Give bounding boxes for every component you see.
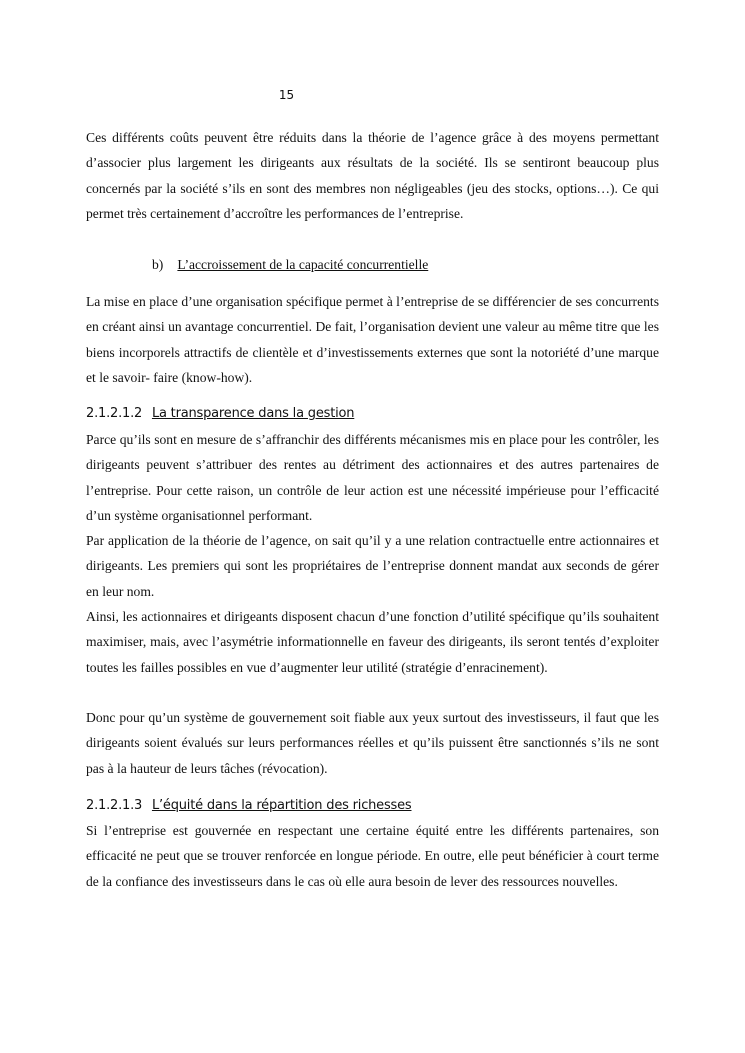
paragraph-agency-relation	[86, 528, 659, 604]
paragraph-text: Parce qu’ils sont en mesure de s’affranchir des différents mécanismes mis en place pour les contrôler, les dirigeants peuvent s’attribuer des rentes au détriment des actionnaires et des autres partenaires de l’entreprise. Pour cette raison, un contrôle de leur action est une nécessité impérieuse pour l’efficacité d’un système organisationnel performant.	[86, 432, 659, 523]
subheading-b	[152, 252, 652, 277]
section-title: L’équité dans la répartition des richesses	[151, 798, 412, 813]
paragraph-text: Donc pour qu’un système de gouvernement soit fiable aux yeux surtout des investisseurs, il faut que les dirigeants soient évalués sur leurs performances réelles et qu’ils puissent être sanctionnés s’ils ne sont pas à la hauteur de leurs tâches (révocation).	[86, 710, 659, 776]
paragraph-governance	[86, 705, 659, 781]
paragraph-equity	[86, 818, 659, 894]
subheading-title: L’accroissement de la capacité concurrentielle	[177, 257, 429, 272]
paragraph-text: Ces différents coûts peuvent être réduits dans la théorie de l’agence grâce à des moyens permettant d’associer plus largement les dirigeants aux résultats de la société. Ils se sentiront beaucoup plus concernés par la société s’ils en sont des membres non négligeables (jeu des stocks, options…). Ce qui permet très certainement d’accroître les performances de l’entreprise.	[86, 130, 659, 221]
section-number: 2.1.2.1.3	[86, 798, 143, 813]
section-number: 2.1.2.1.2	[86, 406, 143, 421]
page-number: 15	[278, 88, 295, 102]
paragraph-competitive-capacity	[86, 289, 659, 390]
paragraph-text: Si l’entreprise est gouvernée en respectant une certaine équité entre les différents partenaires, son efficacité ne peut que se trouver renforcée en longue période. En outre, elle peut bénéficier à court terme de la confiance des investisseurs dans le cas où elle aura besoin de lever des ressources nouvelles.	[86, 823, 659, 889]
subheading-marker: b)	[152, 257, 164, 272]
paragraph-agency-costs	[86, 125, 659, 226]
paragraph-utility	[86, 604, 659, 680]
section-heading-equity	[86, 794, 659, 818]
paragraph-text: Par application de la théorie de l’agence, on sait qu’il y a une relation contractuelle entre actionnaires et dirigeants. Les premiers qui sont les propriétaires de l’entreprise donnent mandat aux seconds de gérer en leur nom.	[86, 533, 659, 599]
paragraph-text: La mise en place d’une organisation spécifique permet à l’entreprise de se différencier de ses concurrents en créant ainsi un avantage concurrentiel. De fait, l’organisation devient une valeur au même titre que les biens incorporels attractifs de clientèle et d’investissements externes que sont la notoriété d’une marque et le savoir- faire (know-how).	[86, 294, 659, 385]
paragraph-text: Ainsi, les actionnaires et dirigeants disposent chacun d’une fonction d’utilité spécifique qu’ils souhaitent maximiser, mais, avec l’asymétrie informationnelle en faveur des dirigeants, ils seront tentés d’exploiter toutes les failles possibles en vue d’augmenter leur utilité (stratégie d’enracinement).	[86, 609, 659, 675]
paragraph-control	[86, 427, 659, 528]
section-heading-transparency	[86, 402, 659, 426]
section-title: La transparence dans la gestion	[151, 406, 355, 421]
